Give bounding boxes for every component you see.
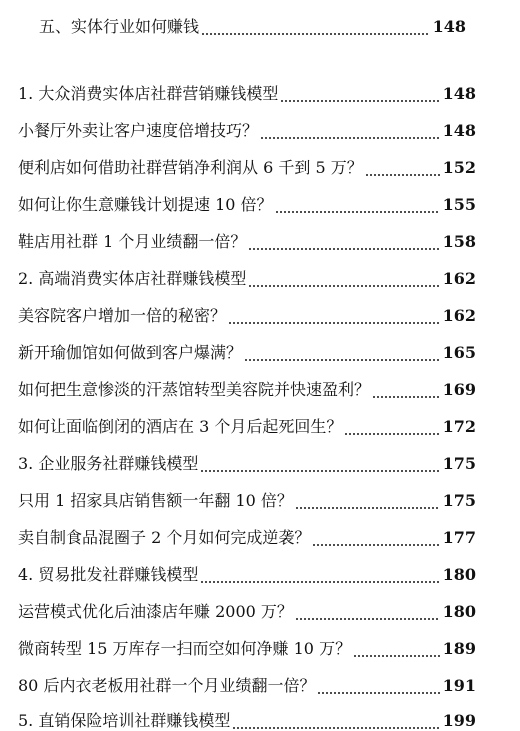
toc-page-number: 148 <box>432 17 466 36</box>
toc-entry <box>0 261 520 289</box>
dot-leader <box>295 491 440 511</box>
toc-entry-title: 如何让面临倒闭的酒店在 3 个月后起死回生？ <box>18 417 343 436</box>
toc-entry <box>0 483 520 511</box>
toc-entry <box>0 446 520 474</box>
toc-entry-title: 1. 大众消费实体店社群营销赚钱模型 <box>18 84 279 103</box>
toc-entry-title: 4. 贸易批发社群赚钱模型 <box>18 565 199 584</box>
toc-entry-title: 3. 企业服务社群赚钱模型 <box>18 454 199 473</box>
dot-leader <box>200 454 439 474</box>
dot-leader <box>244 343 440 363</box>
toc-entry <box>0 631 520 659</box>
dot-leader <box>232 711 439 731</box>
toc-section-heading <box>0 9 520 37</box>
toc-entry-title: 如何把生意惨淡的汗蒸馆转型美容院并快速盈利？ <box>18 380 371 399</box>
dot-leader <box>248 269 439 289</box>
toc-entry-title: 如何让你生意赚钱计划提速 10 倍？ <box>18 195 273 214</box>
toc-entry <box>0 409 520 437</box>
toc-entry-title: 新开瑜伽馆如何做到客户爆满？ <box>18 343 243 362</box>
toc-entry-title: 5. 直销保险培训社群赚钱模型 <box>18 711 231 730</box>
dot-leader <box>317 676 439 696</box>
toc-page-number: 155 <box>442 195 476 214</box>
toc-entry <box>0 298 520 326</box>
toc-page-number: 172 <box>442 417 476 436</box>
toc-page-number: 175 <box>442 454 476 473</box>
toc-entry <box>0 668 520 696</box>
toc-entry <box>0 703 520 731</box>
toc-page-number: 148 <box>442 121 476 140</box>
toc-entry-title: 运营模式优化后油漆店年赚 2000 万？ <box>18 602 293 621</box>
toc-entry-title: 2. 高端消费实体店社群赚钱模型 <box>18 269 247 288</box>
toc-page-number: 165 <box>442 343 476 362</box>
toc-page-number: 177 <box>442 528 476 547</box>
toc-page-number: 162 <box>442 306 476 325</box>
dot-leader <box>312 528 439 548</box>
toc-entry <box>0 335 520 363</box>
toc-page-number: 169 <box>442 380 476 399</box>
toc-entry-title: 80 后内衣老板用社群一个月业绩翻一倍？ <box>18 676 316 695</box>
toc-entry <box>0 76 520 104</box>
toc-entry <box>0 372 520 400</box>
toc-entry-title: 微商转型 15 万库存一扫而空如何净赚 10 万？ <box>18 639 352 658</box>
toc-entry <box>0 594 520 622</box>
toc-entry-title: 鞋店用社群 1 个月业绩翻一倍？ <box>18 232 247 251</box>
toc-page-number: 162 <box>442 269 476 288</box>
dot-leader <box>228 306 440 326</box>
dot-leader <box>275 195 440 215</box>
toc-entry-title: 五、实体行业如何赚钱 <box>39 17 200 36</box>
toc-entry-title: 美容院客户增加一倍的秘密？ <box>18 306 227 325</box>
dot-leader <box>372 380 440 400</box>
toc-entry <box>0 557 520 585</box>
dot-leader <box>200 565 439 585</box>
toc-entry <box>0 150 520 178</box>
toc-entry-title: 卖自制食品混圈子 2 个月如何完成逆袭？ <box>18 528 311 547</box>
toc-page-number: 180 <box>442 602 476 621</box>
dot-leader <box>344 417 439 437</box>
toc-entry-title: 只用 1 招家具店销售额一年翻 10 倍？ <box>18 491 293 510</box>
toc-page-number: 199 <box>442 711 476 730</box>
toc-page-number: 180 <box>442 565 476 584</box>
toc-entry <box>0 224 520 252</box>
dot-leader <box>201 17 430 37</box>
toc-page-number: 158 <box>442 232 476 251</box>
toc-entry-title: 小餐厅外卖让客户速度倍增技巧？ <box>18 121 259 140</box>
dot-leader <box>248 232 439 252</box>
toc-entry <box>0 187 520 215</box>
dot-leader <box>295 602 440 622</box>
toc-entry <box>0 520 520 548</box>
toc-page-number: 148 <box>442 84 476 103</box>
toc-entry <box>0 113 520 141</box>
toc-page-number: 189 <box>442 639 476 658</box>
toc-page-number: 152 <box>442 158 476 177</box>
dot-leader <box>280 84 439 104</box>
toc-page-number: 175 <box>442 491 476 510</box>
toc-entry-title: 便利店如何借助社群营销净利润从 6 千到 5 万？ <box>18 158 363 177</box>
dot-leader <box>260 121 440 141</box>
dot-leader <box>353 639 440 659</box>
toc-page-number: 191 <box>442 676 476 695</box>
dot-leader <box>365 158 440 178</box>
